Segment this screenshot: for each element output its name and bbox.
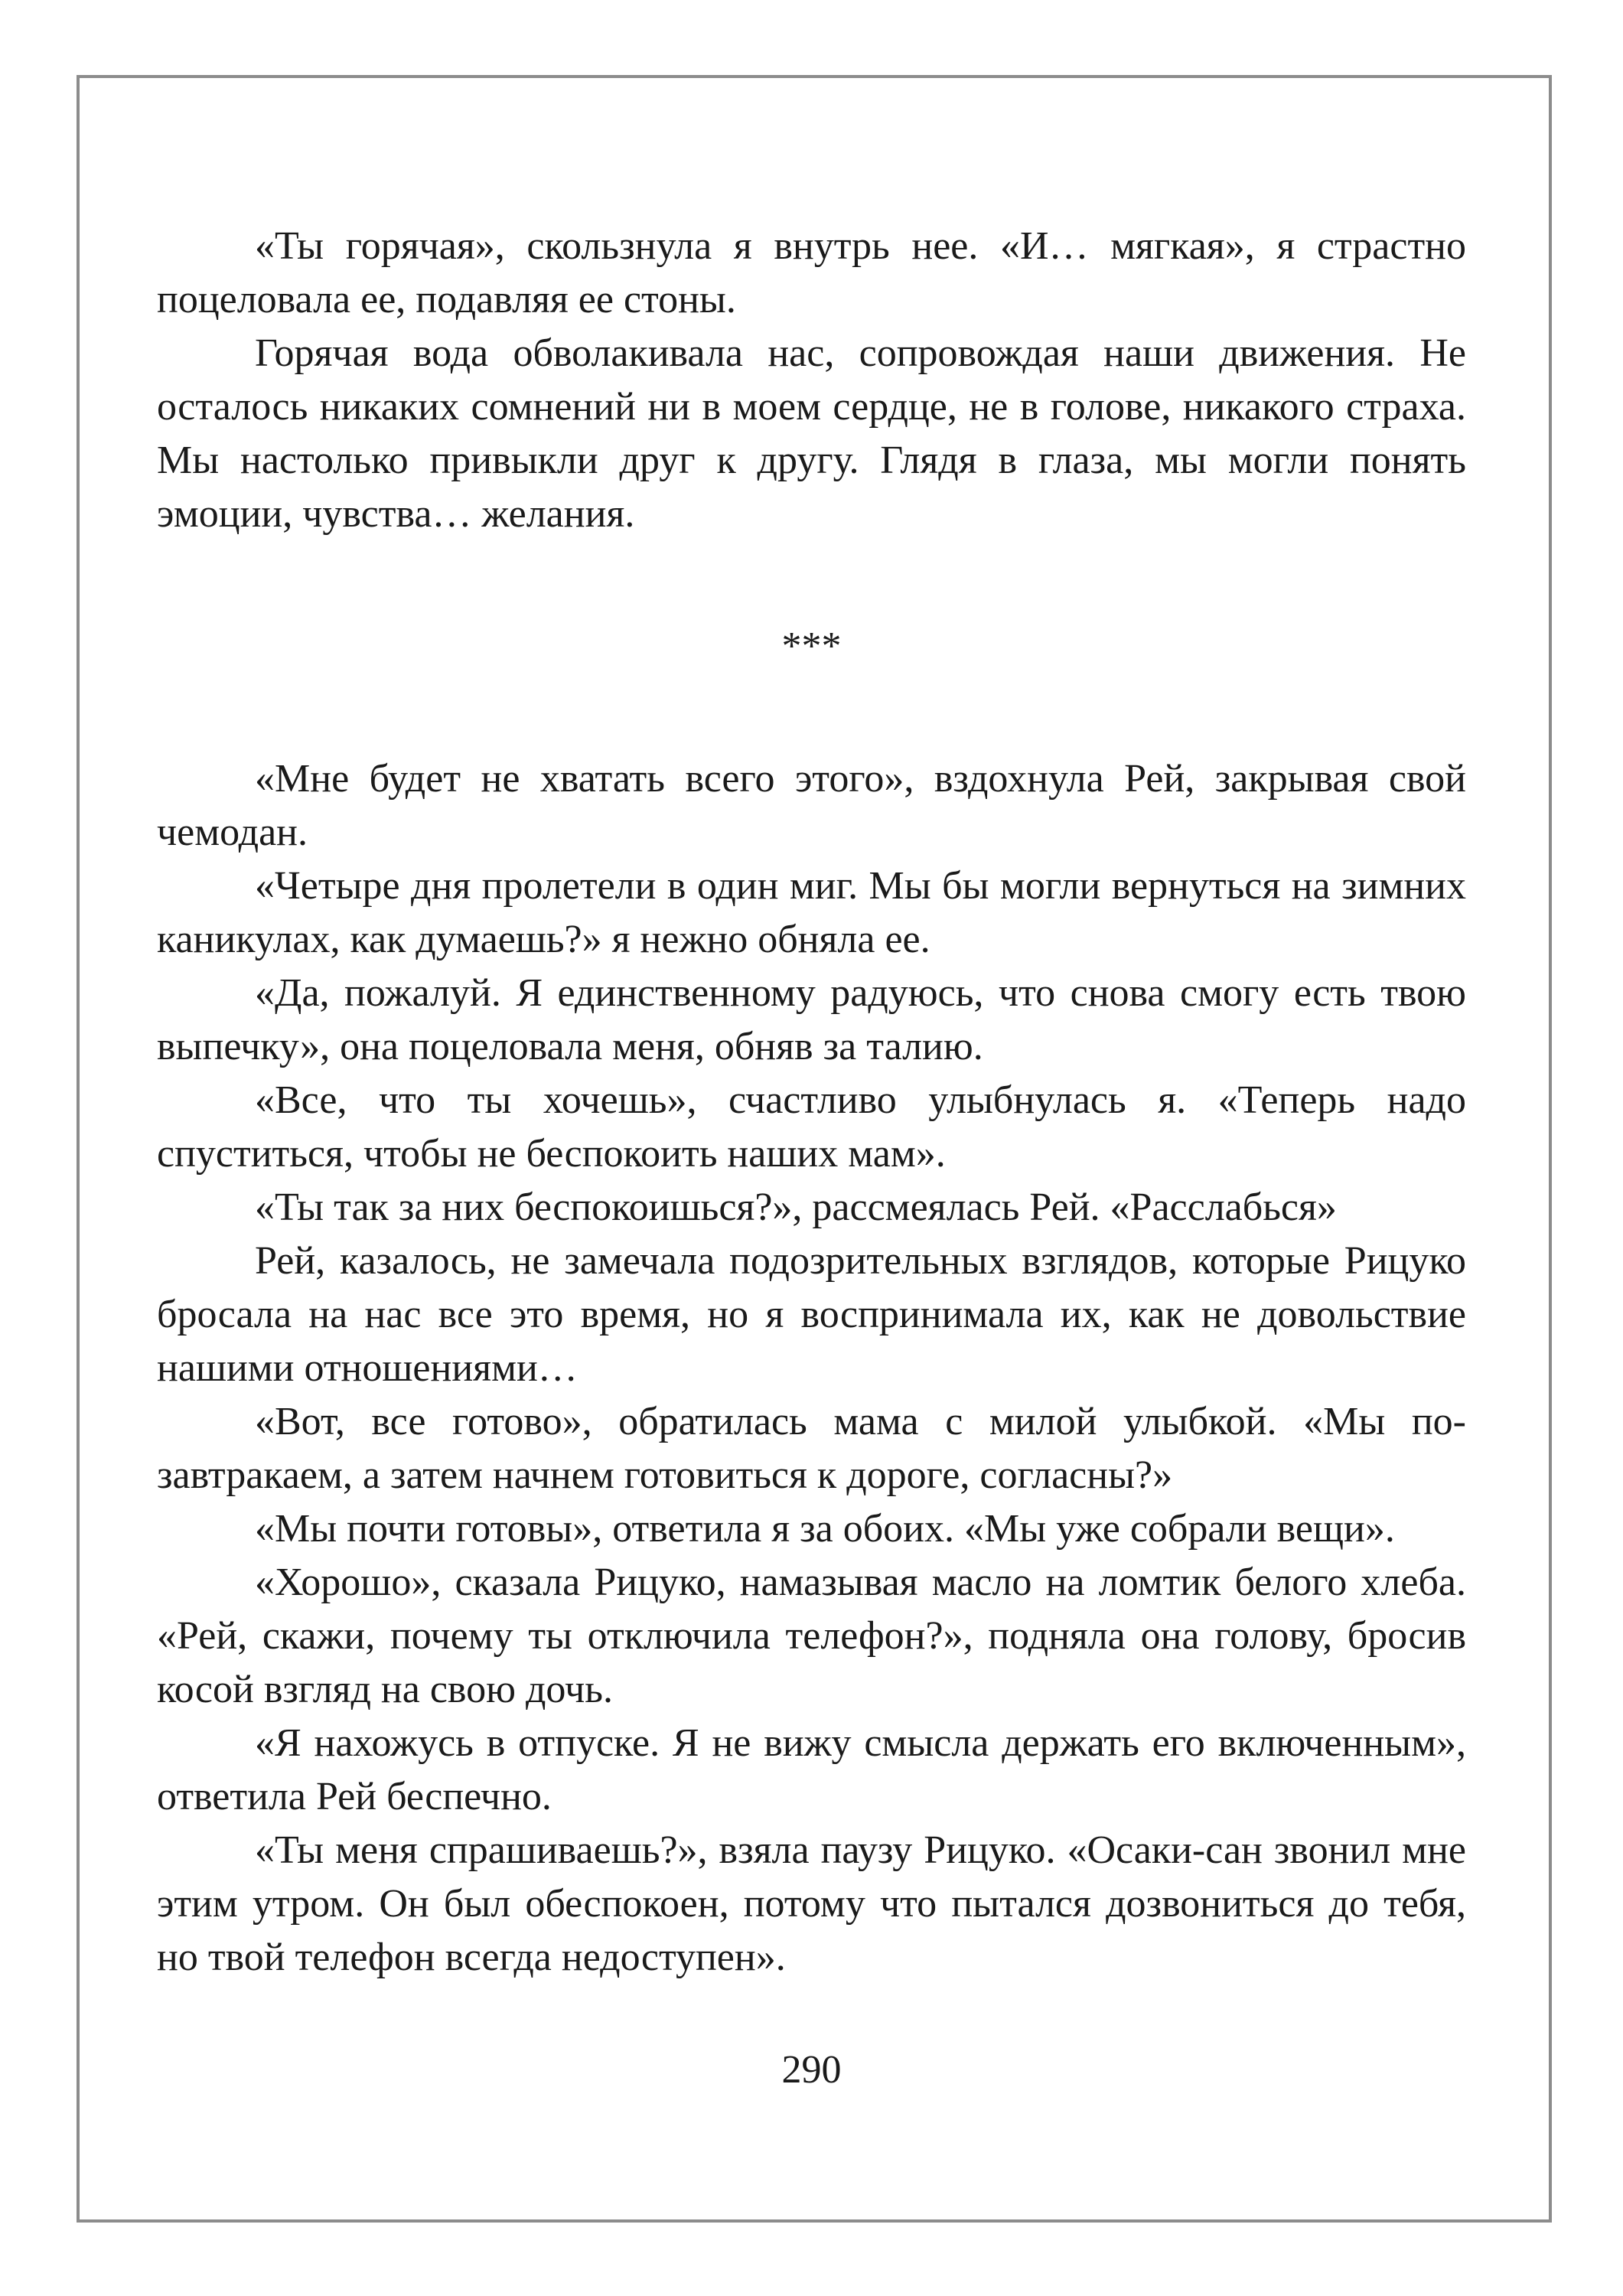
paragraph: «Я нахожусь в отпуске. Я не вижу смысла держать его включенным», ответила Рей беспечно.: [157, 1721, 1466, 1818]
paragraph: Рей, казалось, не замечала подозрительных взглядов, которые Рицуко бросала на нас все это время, но я воспринимала их, как не довольствие нашими отношениями…: [157, 1239, 1466, 1390]
paragraph: «Мне будет не хватать всего этого», вздохнула Рей, закрывая свой чемодан.: [157, 757, 1466, 854]
page-number: 290: [781, 2048, 842, 2092]
paragraph: «Четыре дня пролетели в один миг. Мы бы могли вернуться на зимних каникулах, как думаешь?» я нежно обняла ее.: [157, 864, 1466, 961]
paragraph: «Вот, все готово», обратилась мама с милой улыбкой. «Мы позавтракаем, а затем начнем готовиться к дороге, согласны?»: [157, 1400, 1466, 1497]
paragraph: «Да, пожалуй. Я единственному радуюсь, что снова смогу есть твою выпечку», она поцеловала меня, обняв за талию.: [157, 971, 1466, 1068]
paragraph: «Мы почти готовы», ответила я за обоих. «Мы уже собрали вещи».: [255, 1507, 1395, 1551]
scene-separator: ***: [781, 625, 842, 668]
paragraph: «Все, что ты хочешь», счастливо улыбнулась я. «Теперь надо спуститься, чтобы не беспокоить наших мам».: [157, 1078, 1466, 1176]
paragraph: «Ты горячая», скользнула я внутрь нее. «И… мягкая», я страстно поцеловала ее, подавляя ее стоны.: [157, 224, 1466, 321]
paragraph: «Хорошо», сказала Рицуко, намазывая масло на ломтик белого хлеба. «Рей, скажи, почему ты отключила телефон?», подняла она голову, бросив косой взгляд на свою дочь.: [157, 1561, 1466, 1711]
paragraph: «Ты так за них беспокоишься?», рассмеялась Рей. «Расслабься»: [255, 1186, 1337, 1229]
paragraph: «Ты меня спрашиваешь?», взяла паузу Рицуко. «Осаки-сан звонил мне этим утром. Он был обеспокоен, потому что пытался дозвониться до тебя, но твой телефон всегда недоступен».: [157, 1828, 1466, 1979]
body-text: [157, 220, 1466, 1985]
paragraph: Горячая вода обволакивала нас, сопровождая наши движения. Не осталось никаких сомнений ни в моем сердце, не в голове, никакого страха. Мы настолько привыкли друг к другу. Глядя в глаза, мы могли понять эмоции, чувства… желания.: [157, 331, 1466, 536]
